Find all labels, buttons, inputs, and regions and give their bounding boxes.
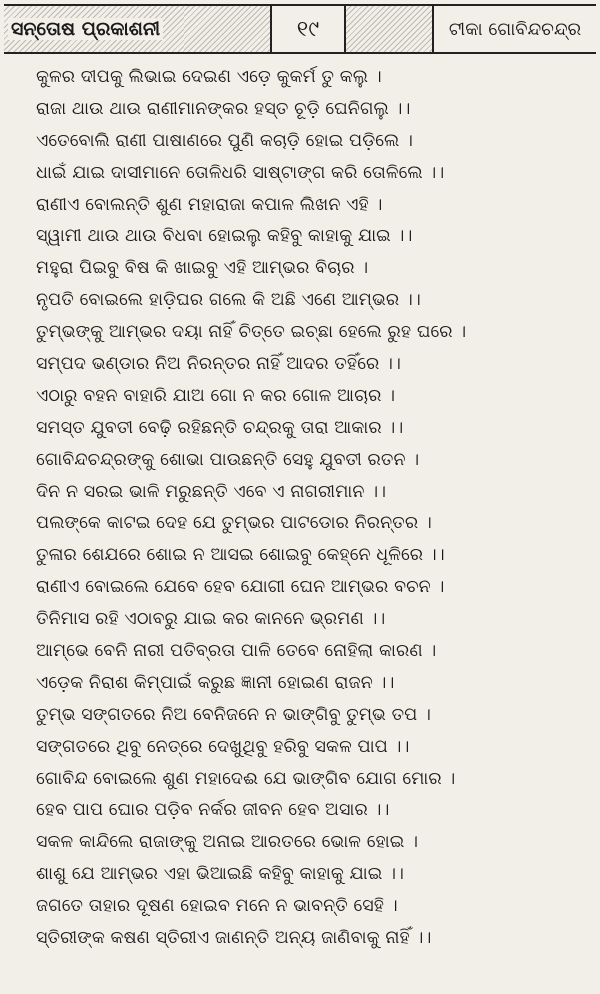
verse-line: ହେବ ପାପ ଘୋର ପଡ଼ିବ ନର୍କର ଜୀବନ ହେବ ଅସାର ।।: [36, 800, 390, 821]
verse-line: ଏଡ଼େକ ନିରାଶ କିମ୍ପାଇଁ କରୁଛ ଜ୍ଞାନୀ ହୋଇଣ ରାଜନ ।।: [36, 672, 395, 693]
verse-line: ଧାଇଁ ଯାଇ ଦାସୀମାନେ ତୋଳିଧରି ସାଷ୍ଟାଙ୍ଗ କରି ତୋଳିଲେ ।।: [36, 162, 445, 183]
header-hatch-right: [346, 6, 434, 52]
verse-line: ଗୋବିନ୍ଦଚନ୍ଦ୍ରଙ୍କୁ ଶୋଭା ପାଉଛନ୍ତି ସେହୁ ଯୁବତୀ ରତନ ।: [36, 449, 420, 470]
publisher-label: ସନ୍ତୋଷ ପ୍ରକାଶନୀ: [8, 18, 163, 40]
verse-line: ସ୍ତିରୀଙ୍କ କଷଣ ସ୍ତିରୀଏ ଜାଣନ୍ତି ଅନ୍ୟ ଜାଣିବାକୁ ନାହିଁ ।।: [36, 928, 432, 949]
verse-line: ପଲଙ୍କେ କାଟଇ ଦେହ ଯେ ତୁମ୍ଭର ପାଟଡୋର ନିରନ୍ତର ।: [36, 513, 432, 534]
verse-line: ଏଠାରୁ ବହନ ବାହାରି ଯାଅ ଗୋ ନ କର ଗୋଳ ଆଚାର ।: [36, 385, 396, 406]
verse-line: ଜଗତେ ତାହାର ଦୂଷଣ ହୋଇବ ମନେ ନ ଭାବନ୍ତି ସେହି ।: [36, 896, 398, 917]
page-header: [4, 4, 596, 54]
book-title: ଟୀକା ଗୋବିନ୍ଦଚନ୍ଦ୍ର: [448, 18, 582, 40]
verse-line: ସମସ୍ତ ଯୁବତୀ ବେଢ଼ି ରହିଛନ୍ତି ଚନ୍ଦ୍ରକୁ ତାରା ଆକାର ।।: [36, 417, 404, 438]
verse-line: ରାଜା ଥାଉ ଥାଉ ରାଣୀମାନଙ୍କର ହସ୍ତ ଚୂଡ଼ି ଘେନିଗଲୁ ।।: [36, 98, 411, 119]
verse-line: ସଙ୍ଗତରେ ଥିବୁ ନେତ୍ରେ ଦେଖୁଥିବୁ ହରିବୁ ସକଳ ପାପ ।।: [36, 736, 410, 757]
verse-line: ରାଣୀଏ ବୋଲନ୍ତି ଶୁଣ ମହାରାଜା କପାଳ ଲିଖନ ଏହି ।: [36, 194, 383, 215]
verse-line: ରାଣୀଏ ବୋଇଲେ ଯେବେ ହେବ ଯୋଗୀ ଘେନ ଆମ୍ଭର ବଚନ ।: [36, 577, 445, 598]
verse-line: ସକଳ କାନ୍ଦିଲେ ରାଜାଙ୍କୁ ଅନାଇ ଆରତରେ ଭୋଳ ହୋଇ ।: [36, 832, 419, 853]
verse-line: ଏତେବୋଲି ରାଣୀ ପାଷାଣରେ ପୁଣି କଚାଡ଼ି ହୋଇ ପଡ଼ିଲେ ।: [36, 130, 414, 151]
verse-line: ନୃପତି ବୋଇଲେ ହାଡ଼ିଘର ଗଲେ କି ଅଛି ଏଣେ ଆମ୍ଭର ।।: [36, 290, 421, 311]
verse-text: [36, 62, 592, 955]
verse-line: ତୁମ୍ଭ ସଙ୍ଗତରେ ନିଅ ବେନିଜନେ ନ ଭାଙ୍ଗିବୁ ତୁମ୍ଭ ତପ ।: [36, 704, 432, 725]
page-number: ୧୯: [270, 6, 346, 52]
verse-line: ସମ୍ପଦ ଭଣ୍ଡାର ନିଅ ନିରନ୍ତର ନାହିଁ ଆଦର ତହିଁରେ ।।: [36, 354, 401, 375]
verse-line: ସ୍ୱାମୀ ଥାଉ ଥାଉ ବିଧବା ହୋଇଲୁ କହିବୁ କାହାକୁ ଯାଇ ।।: [36, 226, 413, 247]
verse-line: ତୁମ୍ଭଙ୍କୁ ଆମ୍ଭର ଦୟା ନାହିଁ ଚିତ୍ତେ ଇଚ୍ଛା ହେଲେ ରୁହ ଘରେ ।: [36, 322, 467, 343]
verse-line: ଶାଶୁ ଯେ ଆମ୍ଭର ଏହା ଭିଆଇଛି କହିବୁ କାହାକୁ ଯାଇ ।।: [36, 864, 405, 885]
verse-line: ତୁଳାର ଶେଯରେ ଶୋଇ ନ ଆସଇ ଶୋଇବୁ କେହ୍ନେ ଧୂଳିରେ ।।: [36, 545, 445, 566]
verse-line: ତିନିମାସ ରହି ଏଠାବରୁ ଯାଇ କର କାନନେ ଭ୍ରମଣ ।।: [36, 609, 386, 630]
verse-line: ଆମ୍ଭେ ବେନି ନାରୀ ପତିବ୍ରତା ପାଳି ତେବେ ନୋହିଲା କାରଣ ।: [36, 641, 437, 662]
header-hatch-left: [184, 6, 270, 52]
verse-line: କୁଳର ଦୀପକୁ ଲିଭାଇ ଦେଇଣ ଏଡ଼େ କୁକର୍ମ ତୁ କଲୁ ।: [36, 67, 382, 87]
verse-line: ମହୁରା ପିଇବୁ ବିଷ କି ଖାଇବୁ ଏହି ଆମ୍ଭର ବିଚାର ।: [36, 258, 369, 279]
publisher-name: [4, 6, 184, 52]
verse-line: ଗୋବିନ୍ଦ ବୋଇଲେ ଶୁଣ ମହାଦେଈ ଯେ ଭାଙ୍ଗିବ ଯୋଗ ମୋର ।: [36, 768, 456, 789]
verse-line: ଦିନ ନ ସରଇ ଭାଳି ମରୁଛନ୍ତି ଏବେ ଏ ନାଗରୀମାନ ।।: [36, 481, 387, 502]
